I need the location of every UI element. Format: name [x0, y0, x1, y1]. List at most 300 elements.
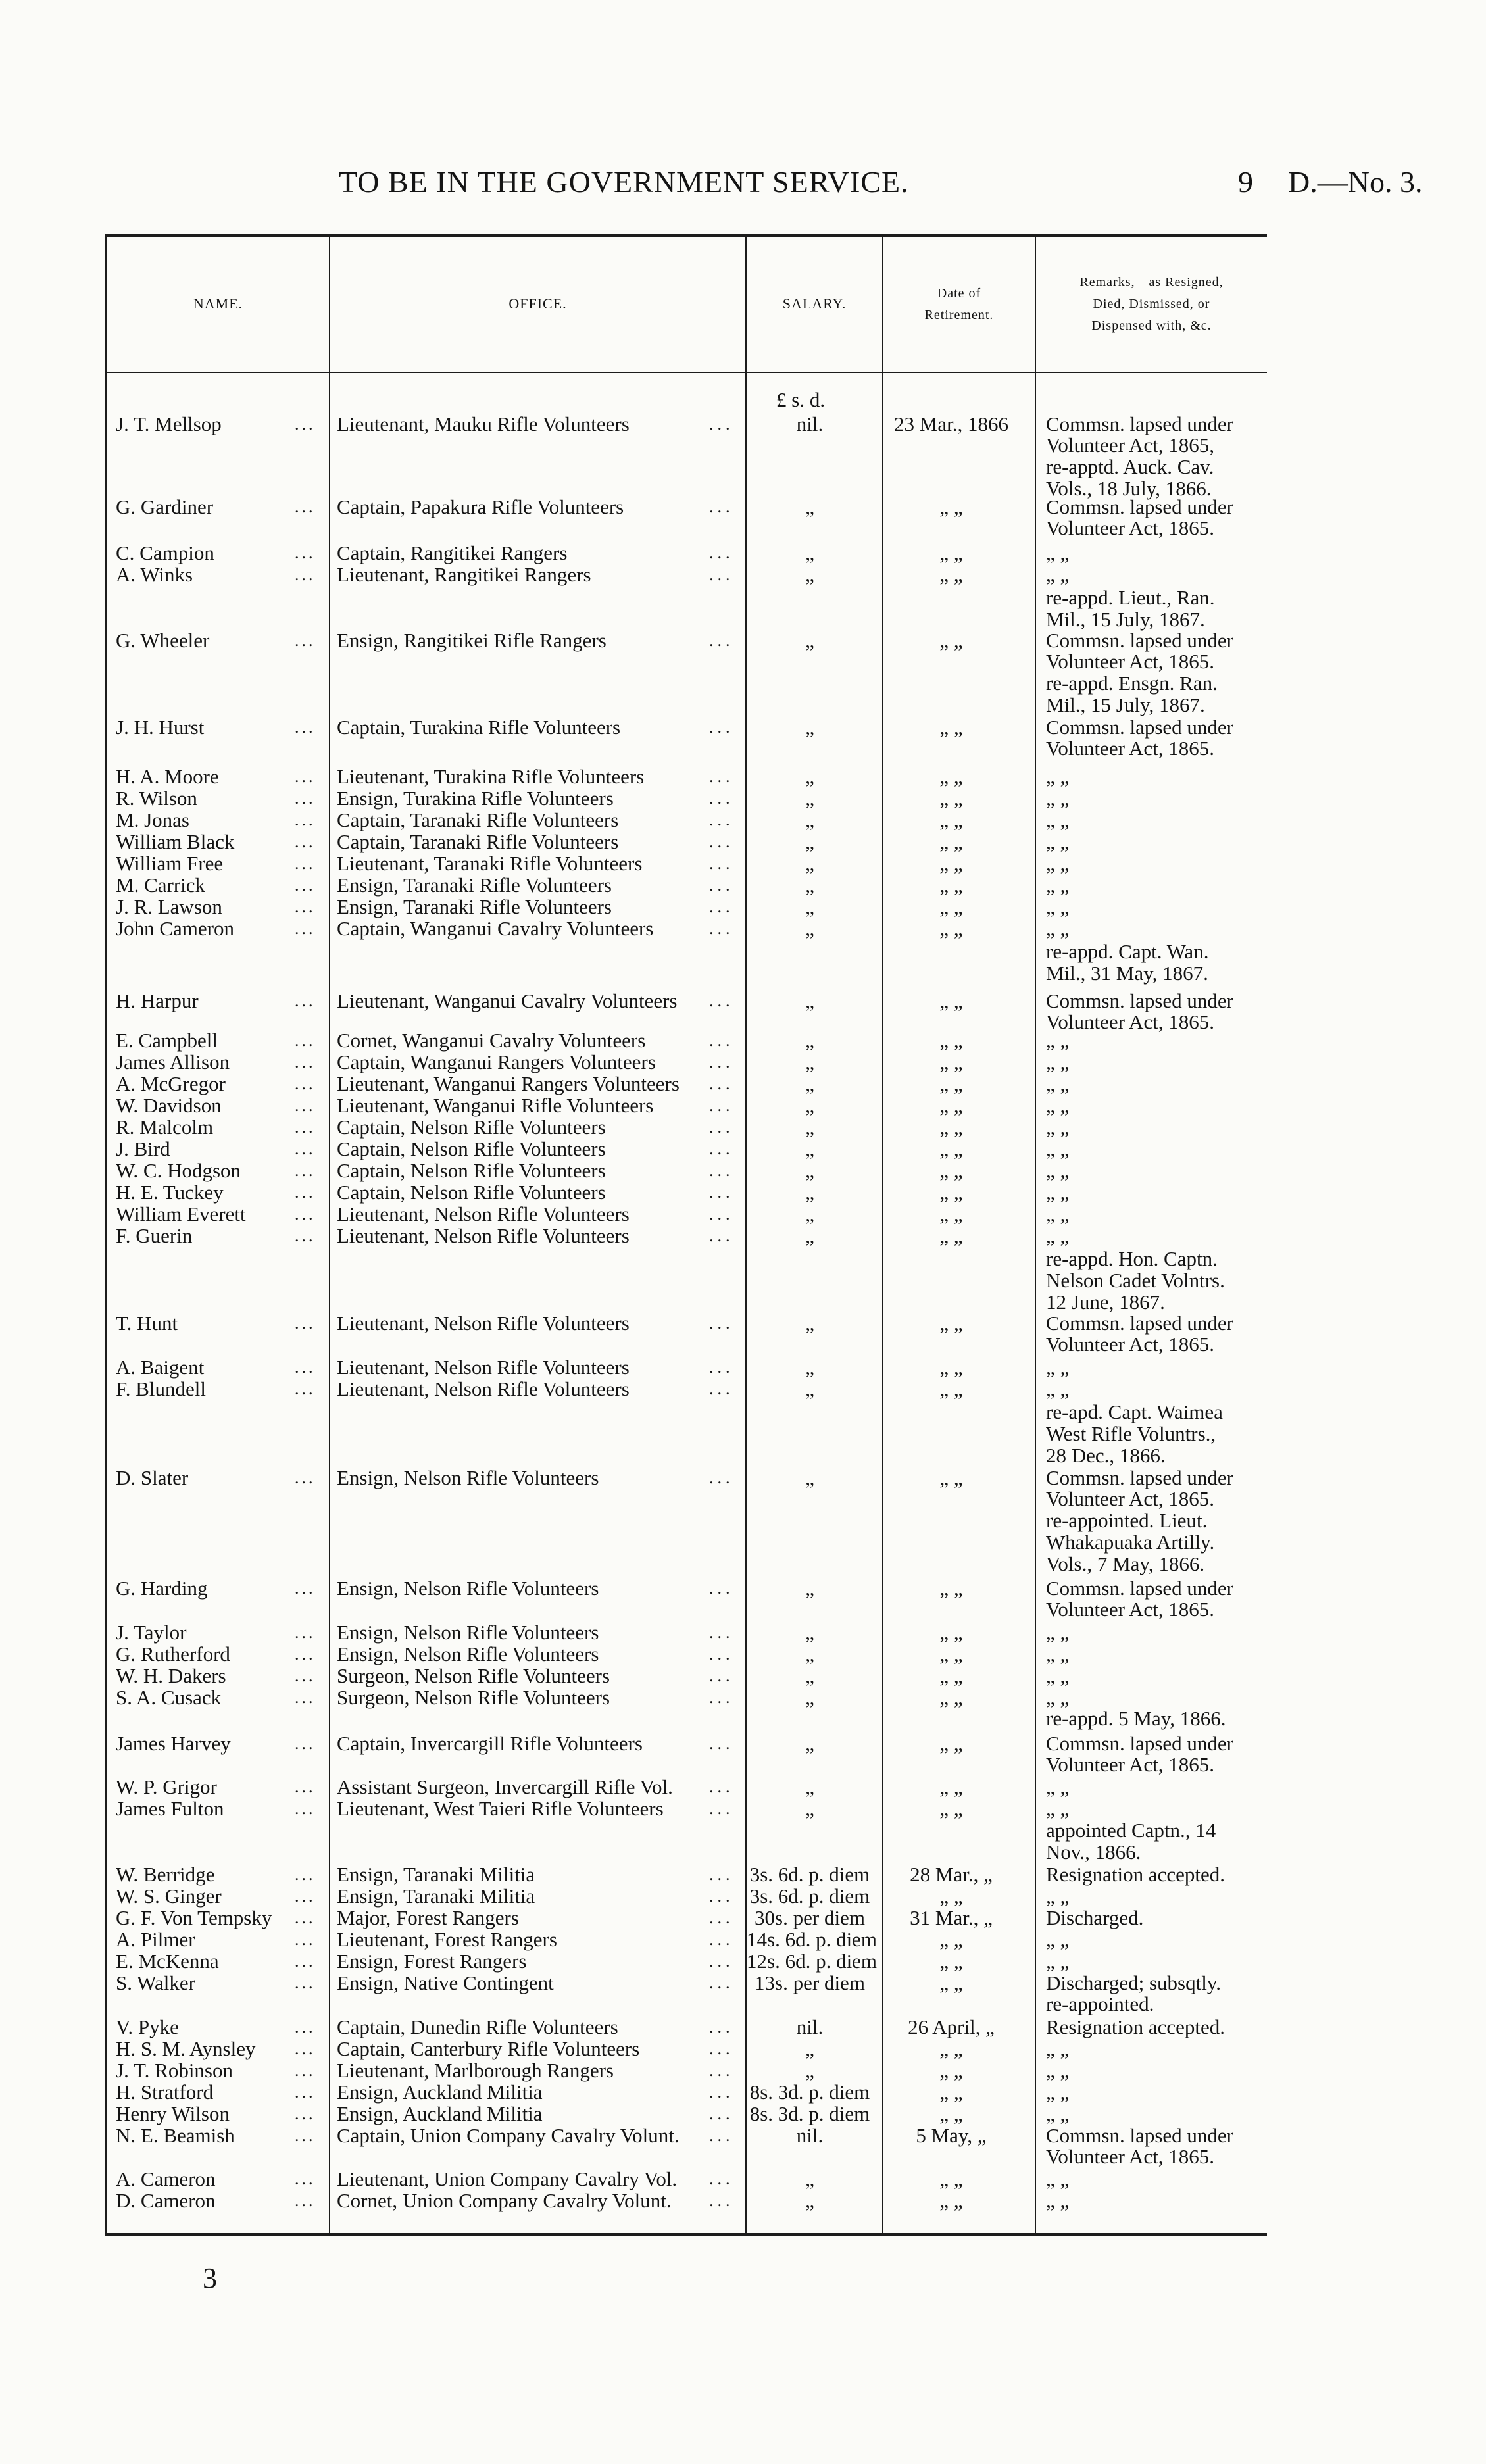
leader-dots: ...: [295, 1139, 316, 1158]
leader-dots: ...: [709, 718, 734, 737]
cell-name: H. Harpur: [116, 989, 199, 1012]
cell-salary: nil.: [796, 2015, 824, 2038]
table-row: [0, 991, 1486, 1011]
table-row: [0, 1183, 1486, 1202]
table-row: [0, 1908, 1486, 1928]
table-row: [0, 919, 1486, 939]
leader-dots: ...: [295, 1161, 316, 1180]
leader-dots: ...: [295, 1468, 316, 1487]
cell-office: Lieutenant, Nelson Rifle Volunteers: [337, 1202, 630, 1225]
cell-name: J. T. Robinson: [116, 2059, 233, 2082]
leader-dots: ...: [709, 1183, 734, 1202]
cell-name: R. Malcolm: [116, 1116, 214, 1139]
leader-dots: ...: [295, 1579, 316, 1598]
cell-date: „ „: [939, 1642, 963, 1665]
cell-date: „ „: [939, 2189, 963, 2212]
remark-continuation-line: Volunteer Act, 1865.: [1046, 1010, 1215, 1033]
remark-continuation-line: re-appointed.: [1046, 1992, 1154, 2015]
cell-salary: „: [805, 2037, 814, 2060]
cell-office: Lieutenant, Nelson Rifle Volunteers: [337, 1312, 630, 1335]
cell-name: Henry Wilson: [116, 2102, 230, 2125]
cell-office: Captain, Union Company Cavalry Volunt.: [337, 2124, 680, 2147]
cell-date: 26 April, „: [908, 2015, 995, 2038]
cell-date: „ „: [939, 1029, 963, 1052]
table-row: [0, 1139, 1486, 1159]
cell-date: „ „: [939, 787, 963, 810]
leader-dots: ...: [709, 1644, 734, 1663]
cell-date: „ „: [939, 1775, 963, 1798]
column-header-name: NAME.: [193, 295, 243, 312]
cell-office: Ensign, Nelson Rifle Volunteers: [337, 1577, 599, 1600]
remark-continuation-line: West Rifle Voluntrs.,: [1046, 1422, 1216, 1445]
cell-name: G. Wheeler: [116, 629, 210, 652]
cell-date: „ „: [939, 1797, 963, 1820]
cell-salary: „: [805, 629, 814, 652]
remark-continuation-line: Nelson Cadet Volntrs.: [1046, 1269, 1225, 1292]
cell-date: 28 Mar., „: [910, 1863, 993, 1886]
cell-date: „ „: [939, 917, 963, 940]
cell-remark: „ „: [1046, 1224, 1070, 1247]
cell-date: „ „: [939, 895, 963, 918]
leader-dots: ...: [295, 2104, 316, 2123]
cell-office: Captain, Canterbury Rifle Volunteers: [337, 2037, 640, 2060]
cell-office: Lieutenant, Nelson Rifle Volunteers: [337, 1224, 630, 1247]
cell-date: „ „: [939, 1577, 963, 1600]
remark-continuation-line: Vols., 7 May, 1866.: [1046, 1552, 1205, 1575]
cell-name: M. Jonas: [116, 808, 189, 831]
column-header-office: OFFICE.: [508, 295, 567, 312]
cell-remark: „ „: [1046, 1029, 1070, 1052]
cell-remark: „ „: [1046, 765, 1070, 788]
cell-salary: „: [805, 1621, 814, 1644]
leader-dots: ...: [295, 1666, 316, 1685]
leader-dots: ...: [709, 2104, 734, 2123]
cell-office: Lieutenant, Nelson Rifle Volunteers: [337, 1377, 630, 1400]
leader-dots: ...: [709, 1952, 734, 1971]
table-row: [0, 2104, 1486, 2124]
table-row: [0, 2191, 1486, 2211]
cell-remark: „ „: [1046, 1885, 1070, 1908]
table-row: [0, 414, 1486, 434]
cell-salary: „: [805, 1224, 814, 1247]
cell-date: „ „: [939, 808, 963, 831]
cell-remark: „ „: [1046, 1202, 1070, 1225]
cell-office: Captain, Wanganui Cavalry Volunteers: [337, 917, 654, 940]
cell-office: Captain, Turakina Rifle Volunteers: [337, 716, 621, 739]
table-row: [0, 1799, 1486, 1819]
leader-dots: ...: [295, 1952, 316, 1971]
leader-dots: ...: [295, 414, 316, 433]
cell-office: Captain, Dunedin Rifle Volunteers: [337, 2015, 618, 2038]
table-row: [0, 2017, 1486, 2037]
cell-remark: „ „: [1046, 1621, 1070, 1644]
table-row: [0, 1623, 1486, 1642]
table-row: [0, 543, 1486, 563]
cell-office: Ensign, Turakina Rifle Volunteers: [337, 787, 614, 810]
table-row: [0, 810, 1486, 830]
cell-office: Ensign, Taranaki Militia: [337, 1863, 535, 1886]
cell-name: J. R. Lawson: [116, 895, 222, 918]
leader-dots: ...: [295, 897, 316, 916]
cell-remark: „ „: [1046, 2102, 1070, 2125]
cell-salary: „: [805, 1312, 814, 1335]
cell-remark: Commsn. lapsed under: [1046, 1466, 1233, 1489]
remark-continuation-line: Nov., 1866.: [1046, 1840, 1141, 1863]
header-bottom-rule: [105, 372, 1267, 373]
cell-name: N. E. Beamish: [116, 2124, 235, 2147]
leader-dots: ...: [709, 1973, 734, 1992]
cell-office: Surgeon, Nelson Rifle Volunteers: [337, 1686, 610, 1709]
remark-continuation-line: re-appointed. Lieut.: [1046, 1509, 1208, 1532]
cell-remark: „ „: [1046, 1094, 1070, 1117]
remark-continuation-line: Volunteer Act, 1865.: [1046, 516, 1215, 539]
leader-dots: ...: [295, 1314, 316, 1333]
cell-date: „ „: [939, 2167, 963, 2190]
cell-name: A. Baigent: [116, 1356, 205, 1379]
leader-dots: ...: [295, 789, 316, 808]
leader-dots: ...: [709, 810, 734, 829]
leader-dots: ...: [295, 1379, 316, 1398]
leader-dots: ...: [295, 1973, 316, 1992]
cell-office: Ensign, Taranaki Militia: [337, 1885, 535, 1908]
leader-dots: ...: [295, 919, 316, 938]
cell-remark: „ „: [1046, 1072, 1070, 1095]
cell-salary: „: [805, 1137, 814, 1160]
cell-office: Ensign, Nelson Rifle Volunteers: [337, 1642, 599, 1665]
cell-office: Captain, Nelson Rifle Volunteers: [337, 1159, 606, 1182]
leader-dots: ...: [709, 1579, 734, 1598]
remark-continuation-line: re-appd. Lieut., Ran.: [1046, 586, 1215, 609]
cell-name: G. Harding: [116, 1577, 208, 1600]
table-row: [0, 1358, 1486, 1377]
cell-office: Lieutenant, Turakina Rifle Volunteers: [337, 765, 645, 788]
leader-dots: ...: [709, 2061, 734, 2080]
cell-date: „ „: [939, 1885, 963, 1908]
cell-salary: 13s. per diem: [755, 1971, 865, 1994]
cell-office: Ensign, Auckland Militia: [337, 2102, 543, 2125]
cell-office: Lieutenant, Wanganui Rifle Volunteers: [337, 1094, 654, 1117]
table-row: [0, 897, 1486, 917]
cell-date: „ „: [939, 765, 963, 788]
leader-dots: ...: [709, 1096, 734, 1115]
cell-salary: „: [805, 2059, 814, 2082]
cell-date: „ „: [939, 1072, 963, 1095]
cell-remark: „ „: [1046, 1181, 1070, 1204]
cell-date: „ „: [939, 563, 963, 586]
cell-office: Lieutenant, Union Company Cavalry Vol.: [337, 2167, 678, 2190]
cell-name: G. F. Von Tempsky: [116, 1906, 272, 1929]
remark-continuation-line: re-appd. Capt. Wan.: [1046, 940, 1209, 963]
cell-remark: „ „: [1046, 874, 1070, 897]
cell-salary: 3s. 6d. p. diem: [749, 1863, 870, 1886]
cell-date: „ „: [939, 1664, 963, 1687]
cell-salary: 14s. 6d. p. diem: [747, 1928, 878, 1951]
column-header-date-line1: Date of: [937, 285, 981, 301]
table-row: [0, 1031, 1486, 1050]
cell-name: W. C. Hodgson: [116, 1159, 241, 1182]
cell-remark: „ „: [1046, 1950, 1070, 1973]
cell-salary: „: [805, 1775, 814, 1798]
leader-dots: ...: [709, 1777, 734, 1796]
table-row: [0, 1930, 1486, 1950]
cell-office: Captain, Nelson Rifle Volunteers: [337, 1137, 606, 1160]
leader-dots: ...: [709, 1799, 734, 1818]
cell-remark: „ „: [1046, 1686, 1070, 1709]
cell-name: A. Winks: [116, 563, 193, 586]
cell-office: Lieutenant, Nelson Rifle Volunteers: [337, 1356, 630, 1379]
cell-remark: Commsn. lapsed under: [1046, 412, 1233, 435]
document-reference: D.—No. 3.: [1288, 165, 1423, 199]
leader-dots: ...: [295, 2169, 316, 2188]
cell-name: J. T. Mellsop: [116, 412, 222, 435]
leader-dots: ...: [295, 1118, 316, 1137]
cell-remark: „ „: [1046, 2081, 1070, 2104]
table-row: [0, 1161, 1486, 1181]
cell-date: 31 Mar., „: [910, 1906, 993, 1929]
table-row: [0, 2169, 1486, 2189]
cell-salary: „: [805, 874, 814, 897]
leader-dots: ...: [709, 1314, 734, 1333]
cell-remark: „ „: [1046, 1137, 1070, 1160]
remark-continuation-line: Volunteer Act, 1865.: [1046, 1333, 1215, 1356]
cell-date: „ „: [939, 1116, 963, 1139]
leader-dots: ...: [709, 1666, 734, 1685]
remark-continuation-line: re-apptd. Auck. Cav.: [1046, 455, 1214, 478]
table-row: [0, 854, 1486, 874]
cell-salary: „: [805, 1116, 814, 1139]
cell-office: Cornet, Wanganui Cavalry Volunteers: [337, 1029, 646, 1052]
leader-dots: ...: [295, 1930, 316, 1949]
cell-date: „ „: [939, 1050, 963, 1073]
cell-name: C. Campion: [116, 541, 214, 564]
column-header-remarks-line3: Dispensed with, &c.: [1091, 318, 1212, 333]
leader-dots: ...: [709, 543, 734, 562]
leader-dots: ...: [295, 1623, 316, 1642]
leader-dots: ...: [295, 1052, 316, 1072]
table-row: [0, 1777, 1486, 1797]
cell-date: „ „: [939, 1971, 963, 1994]
table-row: [0, 718, 1486, 737]
cell-date: „ „: [939, 989, 963, 1012]
cell-remark: „ „: [1046, 1356, 1070, 1379]
cell-name: S. Walker: [116, 1971, 195, 1994]
remark-continuation-line: re-appd. Hon. Captn.: [1046, 1247, 1218, 1270]
leader-dots: ...: [709, 1358, 734, 1377]
leader-dots: ...: [295, 991, 316, 1010]
leader-dots: ...: [295, 767, 316, 786]
cell-remark: „ „: [1046, 2167, 1070, 2190]
cell-salary: nil.: [796, 412, 824, 435]
cell-salary: „: [805, 1050, 814, 1073]
cell-name: E. McKenna: [116, 1950, 219, 1973]
remark-continuation-line: re-appd. Ensgn. Ran.: [1046, 672, 1218, 695]
cell-remark: Commsn. lapsed under: [1046, 2124, 1233, 2147]
leader-dots: ...: [295, 2191, 316, 2210]
leader-dots: ...: [709, 1865, 734, 1884]
cell-remark: „ „: [1046, 830, 1070, 853]
remark-continuation-line: 12 June, 1867.: [1046, 1291, 1165, 1314]
table-row: [0, 767, 1486, 787]
cell-name: F. Guerin: [116, 1224, 193, 1247]
leader-dots: ...: [295, 832, 316, 851]
cell-date: „ „: [939, 1950, 963, 1973]
cell-salary: „: [805, 1377, 814, 1400]
table-row: [0, 1734, 1486, 1754]
cell-name: D. Cameron: [116, 2189, 216, 2212]
table-row: [0, 2061, 1486, 2081]
leader-dots: ...: [295, 2017, 316, 2036]
cell-salary: „: [805, 1072, 814, 1095]
cell-date: „ „: [939, 1159, 963, 1182]
cell-date: „ „: [939, 1686, 963, 1709]
cell-name: J. Bird: [116, 1137, 170, 1160]
table-row: [0, 1204, 1486, 1224]
table-row: [0, 1314, 1486, 1333]
leader-dots: ...: [709, 1074, 734, 1093]
cell-remark: „ „: [1046, 917, 1070, 940]
leader-dots: ...: [295, 565, 316, 584]
cell-remark: „ „: [1046, 787, 1070, 810]
cell-remark: „ „: [1046, 541, 1070, 564]
leader-dots: ...: [709, 1031, 734, 1050]
cell-office: Lieutenant, Mauku Rifle Volunteers: [337, 412, 630, 435]
cell-office: Captain, Wanganui Rangers Volunteers: [337, 1050, 656, 1073]
table-row: [0, 1379, 1486, 1399]
cell-name: W. Berridge: [116, 1863, 215, 1886]
cell-name: A. McGregor: [116, 1072, 226, 1095]
cell-date: „ „: [939, 629, 963, 652]
leader-dots: ...: [295, 631, 316, 650]
table-row: [0, 1952, 1486, 1971]
leader-dots: ...: [709, 1468, 734, 1487]
table-row: [0, 875, 1486, 895]
leader-dots: ...: [295, 497, 316, 516]
cell-office: Captain, Rangitikei Rangers: [337, 541, 568, 564]
cell-name: W. S. Ginger: [116, 1885, 222, 1908]
leader-dots: ...: [709, 2126, 734, 2145]
cell-remark: „ „: [1046, 1159, 1070, 1182]
cell-office: Captain, Nelson Rifle Volunteers: [337, 1181, 606, 1204]
cell-salary: „: [805, 1732, 814, 1755]
cell-name: H. Stratford: [116, 2081, 214, 2104]
leader-dots: ...: [709, 875, 734, 895]
leader-dots: ...: [709, 1623, 734, 1642]
cell-name: F. Blundell: [116, 1377, 207, 1400]
table-row: [0, 1688, 1486, 1708]
cell-name: John Cameron: [116, 917, 234, 940]
cell-name: R. Wilson: [116, 787, 197, 810]
leader-dots: ...: [295, 1734, 316, 1753]
table-row: [0, 2039, 1486, 2059]
leader-dots: ...: [709, 832, 734, 851]
cell-date: „ „: [939, 1466, 963, 1489]
cell-salary: „: [805, 765, 814, 788]
leader-dots: ...: [709, 1052, 734, 1072]
cell-remark: „ „: [1046, 1775, 1070, 1798]
cell-date: „ „: [939, 2037, 963, 2060]
cell-remark: Commsn. lapsed under: [1046, 1577, 1233, 1600]
remark-continuation-line: re-appd. 5 May, 1866.: [1046, 1707, 1226, 1730]
cell-name: James Allison: [116, 1050, 230, 1073]
cell-remark: „ „: [1046, 852, 1070, 875]
remark-continuation-line: Vols., 18 July, 1866.: [1046, 477, 1212, 500]
remark-continuation-line: Volunteer Act, 1865.: [1046, 2145, 1215, 2168]
cell-office: Lieutenant, Rangitikei Rangers: [337, 563, 591, 586]
leader-dots: ...: [295, 543, 316, 562]
cell-remark: Resignation accepted.: [1046, 2015, 1226, 2038]
table-bottom-rule: [105, 2233, 1267, 2236]
cell-salary: 3s. 6d. p. diem: [749, 1885, 870, 1908]
table-row: [0, 1074, 1486, 1094]
cell-salary: 8s. 3d. p. diem: [749, 2102, 870, 2125]
cell-office: Captain, Invercargill Rifle Volunteers: [337, 1732, 643, 1755]
table-row: [0, 832, 1486, 852]
leader-dots: ...: [709, 1379, 734, 1398]
leader-dots: ...: [709, 1204, 734, 1223]
leader-dots: ...: [709, 565, 734, 584]
cell-salary: nil.: [796, 2124, 824, 2147]
table-row: [0, 631, 1486, 651]
leader-dots: ...: [295, 1799, 316, 1818]
leader-dots: ...: [709, 1161, 734, 1180]
cell-office: Ensign, Taranaki Rifle Volunteers: [337, 895, 612, 918]
signature-mark: 3: [203, 2262, 217, 2294]
table-row: [0, 1579, 1486, 1598]
cell-date: 5 May, „: [916, 2124, 987, 2147]
leader-dots: ...: [709, 767, 734, 786]
cell-salary: „: [805, 495, 814, 518]
leader-dots: ...: [295, 875, 316, 895]
cell-salary: „: [805, 2189, 814, 2212]
cell-office: Ensign, Nelson Rifle Volunteers: [337, 1621, 599, 1644]
cell-salary: 8s. 3d. p. diem: [749, 2081, 870, 2104]
leader-dots: ...: [709, 2191, 734, 2210]
cell-remark: „ „: [1046, 1377, 1070, 1400]
leader-dots: ...: [295, 1031, 316, 1050]
remark-continuation-line: Volunteer Act, 1865.: [1046, 1598, 1215, 1621]
cell-remark: „ „: [1046, 2037, 1070, 2060]
cell-date: „ „: [939, 1377, 963, 1400]
leader-dots: ...: [295, 810, 316, 829]
cell-remark: „ „: [1046, 563, 1070, 586]
remark-continuation-line: re-apd. Capt. Waimea: [1046, 1400, 1223, 1423]
cell-salary: „: [805, 1664, 814, 1687]
table-row: [0, 1886, 1486, 1906]
cell-name: J. H. Hurst: [116, 716, 205, 739]
remark-continuation-line: Mil., 15 July, 1867.: [1046, 608, 1205, 631]
table-row: [0, 1644, 1486, 1664]
remark-continuation-line: Mil., 15 July, 1867.: [1046, 693, 1205, 716]
cell-salary: 30s. per diem: [755, 1906, 865, 1929]
column-header-remarks: [1036, 237, 1267, 372]
remark-continuation-line: 28 Dec., 1866.: [1046, 1444, 1166, 1467]
cell-date: „ „: [939, 2102, 963, 2125]
leader-dots: ...: [295, 718, 316, 737]
cell-remark: Commsn. lapsed under: [1046, 716, 1233, 739]
table-row: [0, 789, 1486, 808]
cell-name: D. Slater: [116, 1466, 189, 1489]
leader-dots: ...: [295, 1204, 316, 1223]
table-row: [0, 2126, 1486, 2146]
cell-remark: „ „: [1046, 1116, 1070, 1139]
table-row: [0, 1118, 1486, 1137]
leader-dots: ...: [709, 2082, 734, 2102]
cell-office: Captain, Papakura Rifle Volunteers: [337, 495, 624, 518]
table-row: [0, 1468, 1486, 1488]
cell-name: William Everett: [116, 1202, 246, 1225]
cell-office: Ensign, Forest Rangers: [337, 1950, 527, 1973]
remark-continuation-line: Whakapuaka Artilly.: [1046, 1531, 1215, 1554]
